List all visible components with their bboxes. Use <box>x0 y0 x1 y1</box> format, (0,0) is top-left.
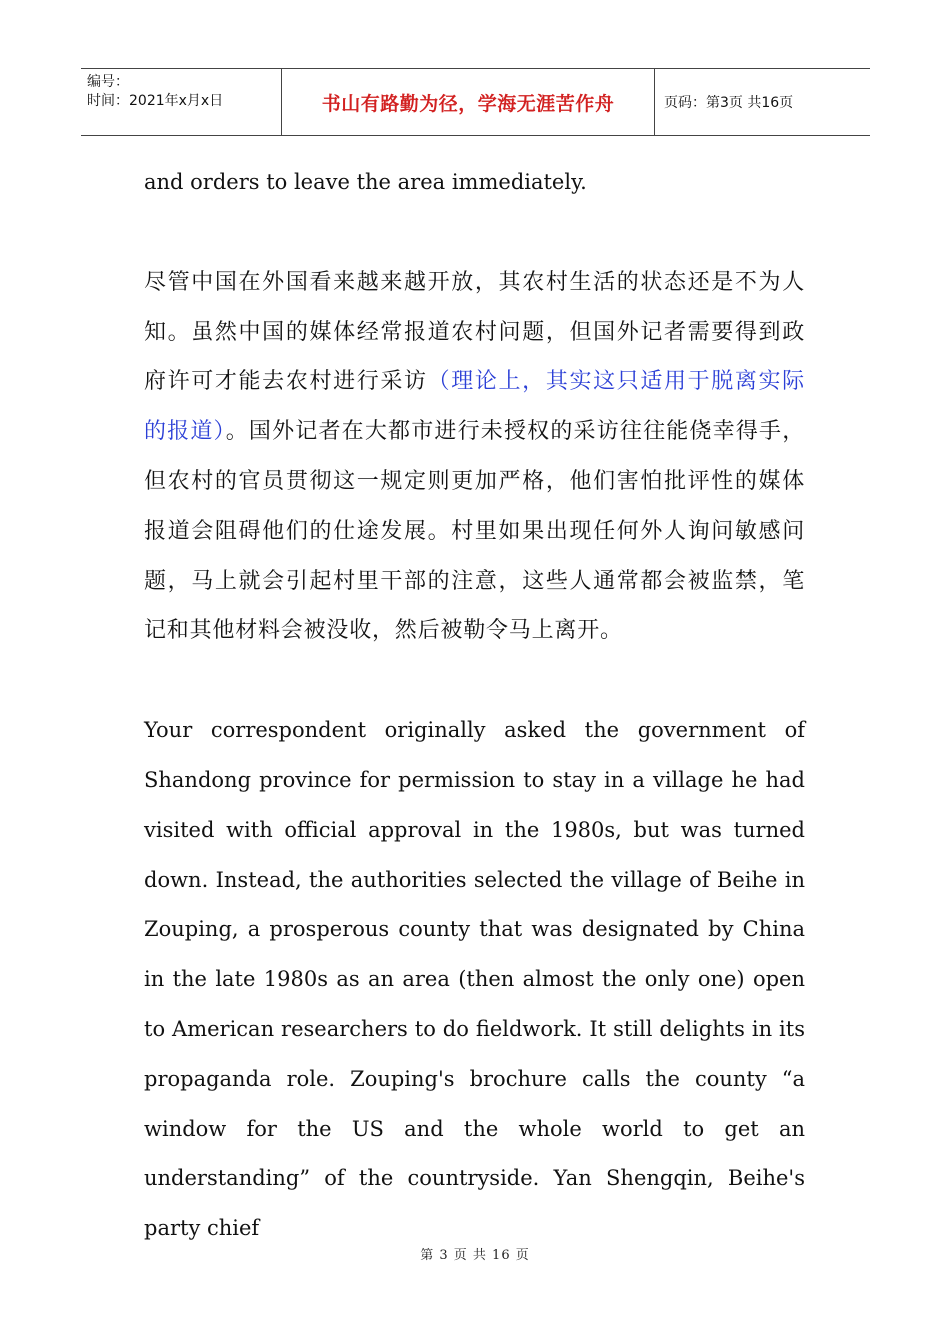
motto-text: 书山有路勤为径，学海无涯苦作舟 <box>321 92 615 115</box>
paragraph-spacer <box>144 656 805 706</box>
page-info: 页码：第3页 共16页 <box>664 95 794 111</box>
document-header <box>81 68 870 136</box>
paragraph-english-continued: and orders to leave the area immediately. <box>144 170 587 194</box>
date-line: 时间：2021年x月x日 <box>87 93 224 109</box>
serial-number-label: 编号： <box>87 74 129 90</box>
paragraph-chinese-part-a: 尽管中国在外国看来越来越开放，其农村生活的状态还是不为人知。虽然中国的媒体经常报道农村问题，但国外记者需要得到政府许可才能去农村进行采访 <box>144 269 805 395</box>
paragraph-spacer <box>144 208 805 258</box>
header-meta-cell <box>81 69 282 135</box>
page-footer: 第 3 页 共 16 页 <box>420 1248 530 1263</box>
header-page-cell <box>655 69 870 135</box>
header-motto-cell <box>282 69 655 135</box>
paragraph-english: Your correspondent originally asked the government of Shandong province for permission to stay in a village he had visited with official approval in the 1980s, but was turned down. Instead, the authorities selected the village of Beihe in Zouping, a prosperous county that was designated by China in the late 1980s as an area (then almost the only one) open to American researchers to do fieldwork. It still delights in its propaganda role. Zouping's brochure calls the county “a window for the US and the whole world to get an understanding” of the countryside. Yan Shengqin, Beihe's party chief <box>144 718 805 1241</box>
document-body <box>144 158 805 1254</box>
paragraph-chinese-highlight: （理论上，其实这只适用于脱离实际的报道） <box>144 369 805 445</box>
paragraph-chinese <box>144 258 805 656</box>
paragraph-chinese-part-b: 。国外记者在大都市进行未授权的采访往往能侥幸得手，但农村的官员贯彻这一规定则更加严格，他们害怕批评性的媒体报道会阻碍他们的仕途发展。村里如果出现任何外人询问敏感问题，马上就会引起村里干部的注意，这些人通常都会被监禁，笔记和其他材料会被没收，然后被勒令马上离开。 <box>144 419 805 644</box>
